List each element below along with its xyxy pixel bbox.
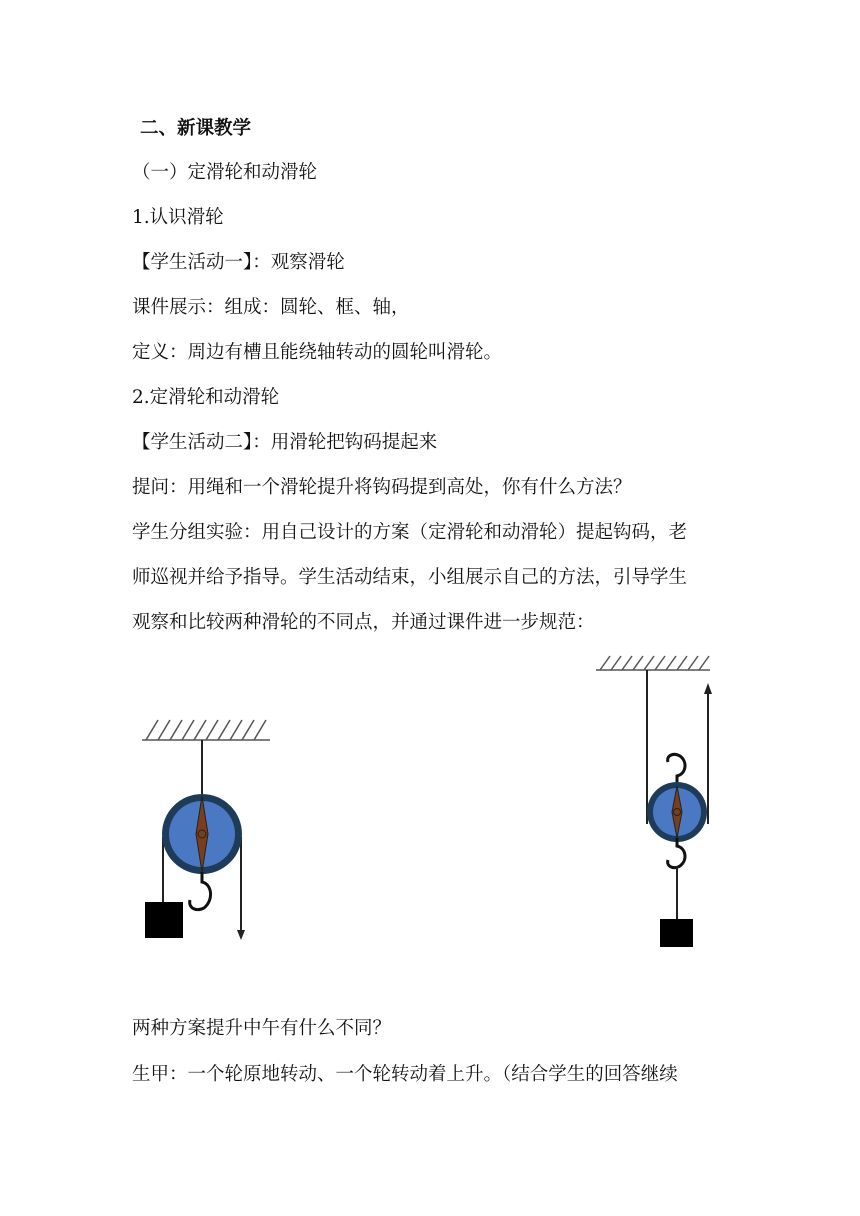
pull-arrow-up <box>704 683 712 694</box>
section-title: 二、新课教学 <box>140 118 252 139</box>
courseware-line: 课件展示：组成：圆轮、框、轴， <box>132 297 410 318</box>
experiment-line-2: 师巡视并给予指导。学生活动结束，小组展示自己的方法，引导学生 <box>132 567 688 588</box>
fixed-pulley-diagram <box>138 712 278 952</box>
definition-line: 定义：周边有槽且能绕轴转动的圆轮叫滑轮。 <box>132 342 503 363</box>
weight-block <box>660 919 693 947</box>
pulley-pin <box>198 830 206 838</box>
item2-title: 2.定滑轮和动滑轮 <box>132 387 280 408</box>
experiment-line-1: 学生分组实验：用自己设计的方案（定滑轮和动滑轮）提起钩码，老 <box>132 522 688 543</box>
difference-question: 两种方案提升中午有什么不同？ <box>132 1018 392 1039</box>
activity1-heading: 【学生活动一】：观察滑轮 <box>132 252 345 273</box>
movable-pulley-diagram <box>592 652 732 952</box>
item1-title: 1.认识滑轮 <box>132 207 224 228</box>
hook <box>190 872 211 910</box>
pull-arrow-down <box>237 930 245 940</box>
pulley-pin <box>674 809 681 816</box>
question-line: 提问：用绳和一个滑轮提升将钩码提到高处，你有什么方法？ <box>132 477 632 498</box>
top-hook <box>668 754 685 786</box>
experiment-paragraph <box>132 510 732 645</box>
ceiling-hatch <box>596 656 710 670</box>
experiment-line-3: 观察和比较两种滑轮的不同点，并通过课件进一步规范： <box>132 612 595 633</box>
ceiling-hatch <box>142 720 270 740</box>
answer-a-line: 生甲：一个轮原地转动、一个轮转动着上升。（结合学生的回答继续 <box>132 1064 678 1085</box>
bottom-hook <box>668 838 685 868</box>
subsection-title: （一）定滑轮和动滑轮 <box>132 162 318 183</box>
weight-block <box>145 902 183 938</box>
activity2-heading: 【学生活动二】：用滑轮把钩码提起来 <box>132 432 438 453</box>
